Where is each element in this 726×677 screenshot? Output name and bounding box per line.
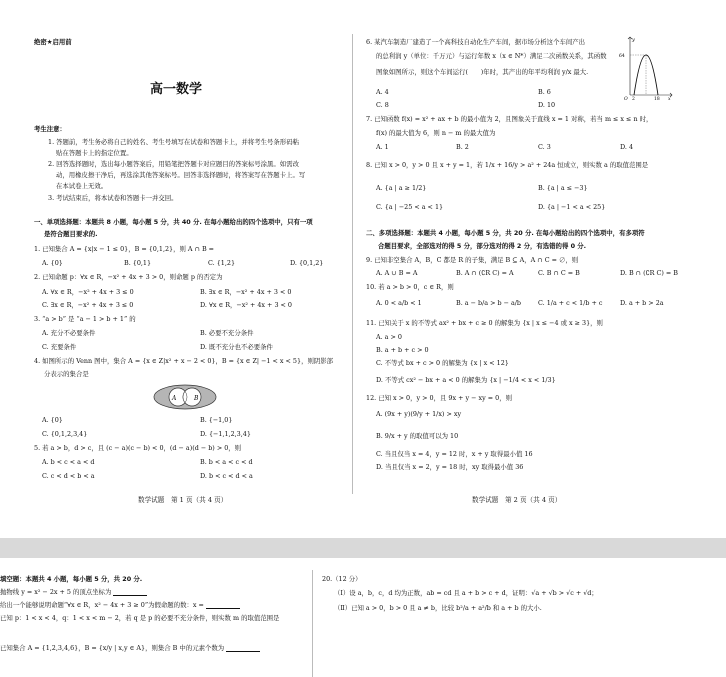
option: C. c < d < b < a [42, 472, 95, 480]
option: D. 既不充分也不必要条件 [200, 343, 273, 351]
option: C. 不等式 bx + c > 0 的解集为 {x | x < 12} [376, 359, 509, 367]
question-7: 7. 已知函数 f(x) = x² + ax + b 的最小值为 2，且图象关于直线 x = 1 对称，若当 m ≤ x ≤ n 时， [366, 115, 653, 123]
option: C. {0,1,2,3,4} [42, 430, 88, 438]
question-4: 4. 如图所示的 Venn 图中，集合 A = {x ∈ Z|x² + x − 2 < 0}，B = {x ∈ Z| −1 < x < 5}，则阴影部 [34, 357, 334, 365]
secret-label: 绝密★启用前 [34, 38, 72, 46]
option: B. b < a < c < d [200, 458, 253, 466]
notice-heading: 考生注意： [34, 125, 66, 133]
option: D. 4 [620, 143, 634, 151]
option: B. 必要不充分条件 [200, 329, 254, 337]
graph-x-tick: 18 [654, 97, 660, 100]
section-2-heading-cont: 合题目要求，全部选对的得 5 分，部分选对的得 2 分，有选错的得 0 分. [378, 242, 587, 250]
question-2: 2. 已知命题 p：∀x ∈ R，−x² + 4x + 3 > 0，则命题 p 的否定为 [34, 273, 223, 281]
option: D. {−1,1,2,3,4} [200, 430, 251, 438]
option: A. 4 [376, 88, 389, 96]
page-1-footer: 数学试题 第 1 页（共 4 页） [138, 496, 228, 504]
section-1-heading-cont: 是符合题目要求的. [44, 230, 98, 238]
question-5: 5. 若 a > b，d > c，且 (c − a)(c − b) < 0，(d − a)(d − b) > 0，则 [34, 444, 242, 452]
question-6-cont: 图象如图所示，则这个车间运行( )年时，其产出的年平均利润 y/x 最大. [376, 68, 589, 76]
question-6: 6. 某汽车制造厂建造了一个高科技自动化生产车间，据市场分析这个车间产出 [366, 38, 586, 46]
option: A. a > 0 [376, 333, 402, 341]
option: C. 3 [538, 143, 551, 151]
question-15: 已知 p：1 < x < 4，q：1 < x < m − 2，若 q 是 p 的必要不充分条件，则实数 m 的取值范围是 [0, 614, 280, 622]
option: A. (9x + y)(9/y + 1/x) > xy [376, 410, 462, 418]
question-7-cont: f(x) 的最大值为 6，则 n − m 的最大值为 [376, 129, 496, 137]
option: C. 充要条件 [42, 343, 77, 351]
question-14 [0, 601, 240, 609]
notice-line: 贴在答题卡上的指定位置。 [56, 149, 133, 157]
option: B. 6 [538, 88, 551, 96]
question-20-part-1: （Ⅰ）设 a，b，c，d 均为正数，ab = cd 且 a + b > c + d，证明：√a + √b > √c + √d； [334, 589, 598, 597]
question-13-text: 抛物线 y = x² − 2x + 5 的顶点坐标为 [0, 588, 112, 596]
question-16 [0, 644, 260, 652]
option: B. {−1,0} [200, 416, 233, 424]
venn-label-a: A [172, 395, 177, 402]
question-3: 3. “a > b” 是 “a − 1 > b + 1” 的 [34, 315, 136, 323]
exam-sheet-pages-3-4 [0, 558, 726, 677]
option: D. B ∩ (∁R C) = B [620, 269, 678, 277]
venn-diagram [150, 382, 220, 412]
option: D. 不等式 cx² − bx + a < 0 的解集为 {x | −1/4 < x < 1/3} [376, 376, 556, 384]
question-9: 9. 已知非空集合 A，B，C 都是 R 的子集，满足 B ⊆ A，A ∩ C = ∅，则 [366, 256, 579, 264]
profit-parabola-graph [618, 34, 674, 100]
option: B. {0,1} [124, 259, 152, 267]
venn-label-b: B [194, 395, 199, 402]
graph-x-tick: 2 [632, 97, 635, 100]
option: A. A ∪ B = A [376, 269, 418, 277]
question-14-text: 给出一个能够说明命题“∀x ∈ R，x² − 4x + 3 ≥ 0”为假命题的数：x = [0, 601, 204, 609]
option: D. ∀x ∈ R，−x² + 4x + 3 < 0 [200, 301, 292, 309]
question-20: 20.（12 分） [322, 575, 362, 583]
option: D. a + b > 2a [620, 299, 664, 307]
answer-blank [113, 589, 147, 596]
answer-blank [206, 602, 240, 609]
question-4-cont: 分表示的集合是 [44, 370, 89, 378]
option: C. 1/a + c < 1/b + c [538, 299, 603, 307]
notice-line: 在本试卷上无效。 [56, 182, 108, 190]
option: A. b < c < a < d [42, 458, 95, 466]
option: A. {a | a ≥ 1/2} [376, 184, 427, 192]
option: D. {a | −1 < a < 25} [538, 203, 606, 211]
page-gap [0, 538, 726, 558]
question-20-part-2: （Ⅱ）已知 a > 0，b > 0 且 a ≠ b，比较 b²/a + a²/b 和 a + b 的大小. [334, 604, 542, 612]
option: B. A ∩ (∁R C) = A [456, 269, 514, 277]
option: B. 2 [456, 143, 469, 151]
option: D. 10 [538, 101, 556, 109]
notice-line: 3. 考试结束后，将本试卷和答题卡一并交回。 [48, 194, 178, 202]
option: B. {a | a ≤ −3} [538, 184, 588, 192]
page-2-footer: 数学试题 第 2 页（共 4 页） [472, 496, 562, 504]
graph-origin: O [624, 97, 628, 100]
question-1: 1. 已知集合 A = {x|x − 1 ≤ 0}，B = {0,1,2}，则 A ∩ B = [34, 245, 215, 253]
option: A. {0} [42, 259, 63, 267]
option: C. {1,2} [208, 259, 236, 267]
notice-line: 动，用橡皮擦干净后，再选涂其他答案标号。回答非选择题时，将答案写在答题卡上。写 [56, 171, 306, 179]
section-1-heading: 一、单项选择题：本题共 8 小题，每小题 5 分，共 40 分. 在每小题给出的四个选项中，只有一项 [34, 218, 313, 226]
graph-x-label: x [668, 97, 671, 100]
page-divider [312, 570, 313, 677]
page-divider [352, 34, 353, 494]
option: B. ∃x ∈ R，−x² + 4x + 3 < 0 [200, 288, 292, 296]
section-3-heading: 填空题：本题共 4 小题，每小题 5 分，共 20 分. [0, 575, 143, 583]
section-2-heading: 二、多项选择题：本题共 4 小题，每小题 5 分，共 20 分. 在每小题给出的四个选项中，有多项符 [366, 229, 645, 237]
graph-y-tick: 64 [619, 54, 625, 59]
option: C. 当且仅当 x = 4，y = 12 时，x + y 取得最小值 16 [376, 450, 533, 458]
option: A. {0} [42, 416, 63, 424]
option: B. a − b/a > b − a/b [456, 299, 522, 307]
question-11: 11. 已知关于 x 的不等式 ax² + bx + c ≥ 0 的解集为 {x | x ≤ −4 或 x ≥ 3}，则 [366, 319, 603, 327]
question-8: 8. 已知 x > 0，y > 0 且 x + y = 1，若 1/x + 16/y > a² + 24a 恒成立，则实数 a 的取值范围是 [366, 161, 649, 169]
option: A. 1 [376, 143, 389, 151]
option: C. 8 [376, 101, 389, 109]
option: A. 0 < a/b < 1 [376, 299, 422, 307]
question-16-text: 已知集合 A = {1,2,3,4,6}，B = {x/y | x,y ∈ A}，则集合 B 中的元素个数为 [0, 644, 225, 652]
notice-line: 2. 回答选择题时，选出每小题答案后，用铅笔把答题卡对应题目的答案标号涂黑。如需改 [48, 160, 299, 168]
option: A. 充分不必要条件 [42, 329, 96, 337]
question-12: 12. 已知 x > 0，y > 0，且 9x + y − xy = 0，则 [366, 394, 512, 402]
answer-blank [226, 645, 260, 652]
page-title: 高一数学 [149, 82, 202, 97]
option: B. a + b + c > 0 [376, 346, 429, 354]
option: B. 9/x + y 的取值可以为 10 [376, 432, 459, 440]
question-13 [0, 588, 147, 596]
option: A. ∀x ∈ R，−x² + 4x + 3 ≤ 0 [42, 288, 134, 296]
graph-y-label: y [632, 37, 635, 43]
option: D. b < c < d < a [200, 472, 253, 480]
question-6-cont: 的总利润 y（单位：千万元）与运行年数 x（x ∈ N*）满足二次函数关系，其函数 [376, 52, 607, 60]
notice-line: 1. 答题前，考生务必将自己的姓名、考生号填写在试卷和答题卡上，并将考生号条形码粘 [48, 138, 299, 146]
option: C. {a | −25 < a < 1} [376, 203, 444, 211]
option: D. {0,1,2} [290, 259, 324, 267]
option: C. B ∩ C = B [538, 269, 580, 277]
question-10: 10. 若 a > b > 0，c ∈ R，则 [366, 283, 454, 291]
option: C. ∃x ∈ R，−x² + 4x + 3 ≤ 0 [42, 301, 134, 309]
option: D. 当且仅当 x = 2，y = 18 时，xy 取得最小值 36 [376, 463, 524, 471]
